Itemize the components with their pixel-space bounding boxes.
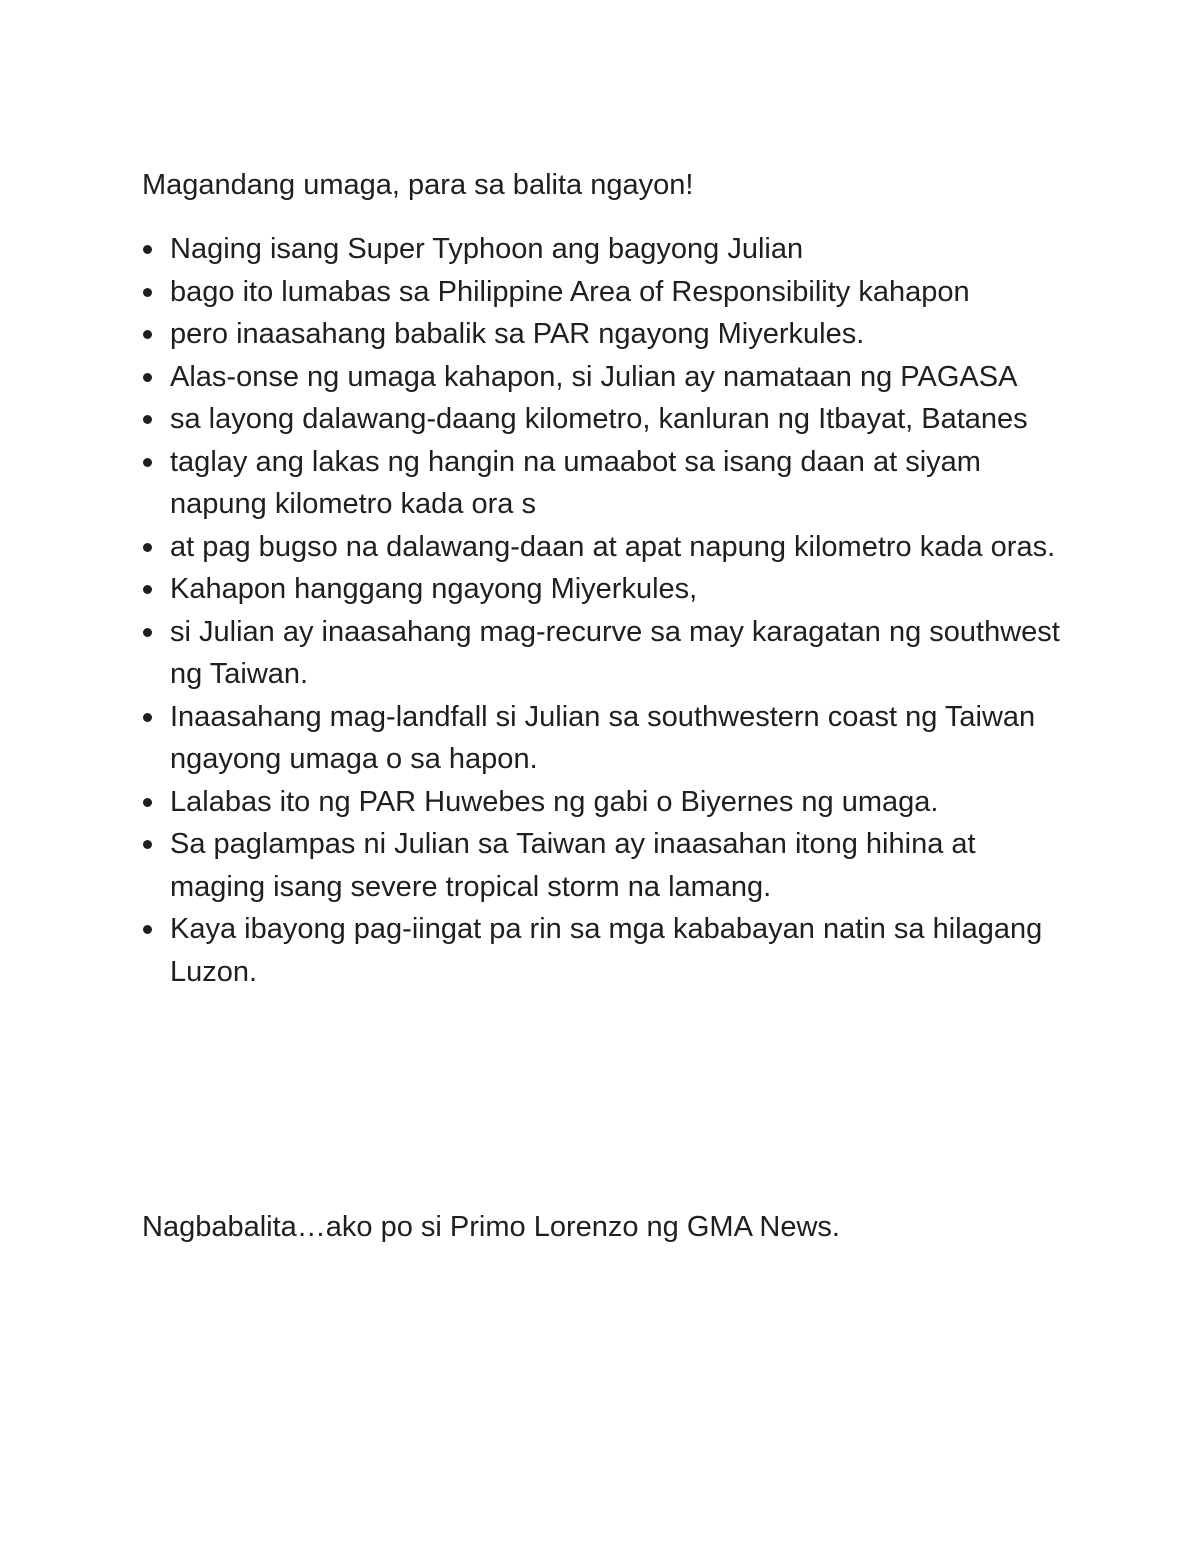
list-item	[142, 696, 1062, 781]
list-item	[142, 441, 1062, 526]
bullet-icon	[143, 245, 152, 254]
bullet-icon	[143, 713, 152, 722]
list-item-text: Inaasahang mag-landfall si Julian sa southwestern coast ng Taiwan ngayong umaga o sa hapon.	[170, 700, 1036, 775]
list-item-text: pero inaasahang babalik sa PAR ngayong Miyerkules.	[170, 318, 865, 350]
bullet-icon	[143, 543, 152, 552]
bullet-icon	[143, 925, 152, 934]
bullet-list	[142, 228, 1062, 993]
bullet-icon	[143, 330, 152, 339]
list-item	[142, 781, 1062, 824]
list-item-text: Alas-onse ng umaga kahapon, si Julian ay namataan ng PAGASA	[170, 360, 1018, 393]
closing-line: Nagbabalita…ako po si Primo Lorenzo ng GMA News.	[142, 1211, 840, 1243]
list-item-text: si Julian ay inaasahang mag-recurve sa may karagatan ng southwest ng Taiwan.	[170, 615, 1060, 690]
bullet-icon	[143, 288, 152, 297]
list-item-text: taglay ang lakas ng hangin na umaabot sa isang daan at siyam napung kilometro kada ora s	[170, 445, 981, 520]
list-item	[142, 313, 1062, 356]
list-item-text: bago ito lumabas sa Philippine Area of Responsibility kahapon	[170, 275, 970, 308]
list-item-text: Kahapon hanggang ngayong Miyerkules,	[170, 573, 698, 605]
list-item	[142, 823, 1062, 908]
list-item-text: Naging isang Super Typhoon ang bagyong Julian	[170, 233, 804, 265]
bullet-icon	[143, 628, 152, 637]
list-item-text: Lalabas ito ng PAR Huwebes ng gabi o Biyernes ng umaga.	[170, 785, 939, 818]
bullet-icon	[143, 373, 152, 382]
intro-line: Magandang umaga, para sa balita ngayon!	[142, 169, 694, 201]
list-item	[142, 356, 1062, 399]
list-item-text: Kaya ibayong pag-iingat pa rin sa mga kababayan natin sa hilagang Luzon.	[170, 913, 1043, 988]
list-item-text: sa layong dalawang-daang kilometro, kanluran ng Itbayat, Batanes	[170, 403, 1028, 435]
list-item-text: at pag bugso na dalawang-daan at apat napung kilometro kada oras.	[170, 530, 1056, 563]
bullet-icon	[143, 458, 152, 467]
list-item	[142, 908, 1062, 993]
list-item	[142, 611, 1062, 696]
list-item	[142, 271, 1062, 314]
bullet-icon	[143, 585, 152, 594]
list-item-text: Sa paglampas ni Julian sa Taiwan ay inaasahan itong hihina at maging isang severe tropical storm na lamang.	[170, 828, 976, 903]
bullet-icon	[143, 798, 152, 807]
list-item	[142, 526, 1062, 569]
list-item	[142, 398, 1062, 441]
list-item	[142, 228, 1062, 271]
bullet-icon	[143, 840, 152, 849]
list-item	[142, 568, 1062, 611]
bullet-icon	[143, 415, 152, 424]
